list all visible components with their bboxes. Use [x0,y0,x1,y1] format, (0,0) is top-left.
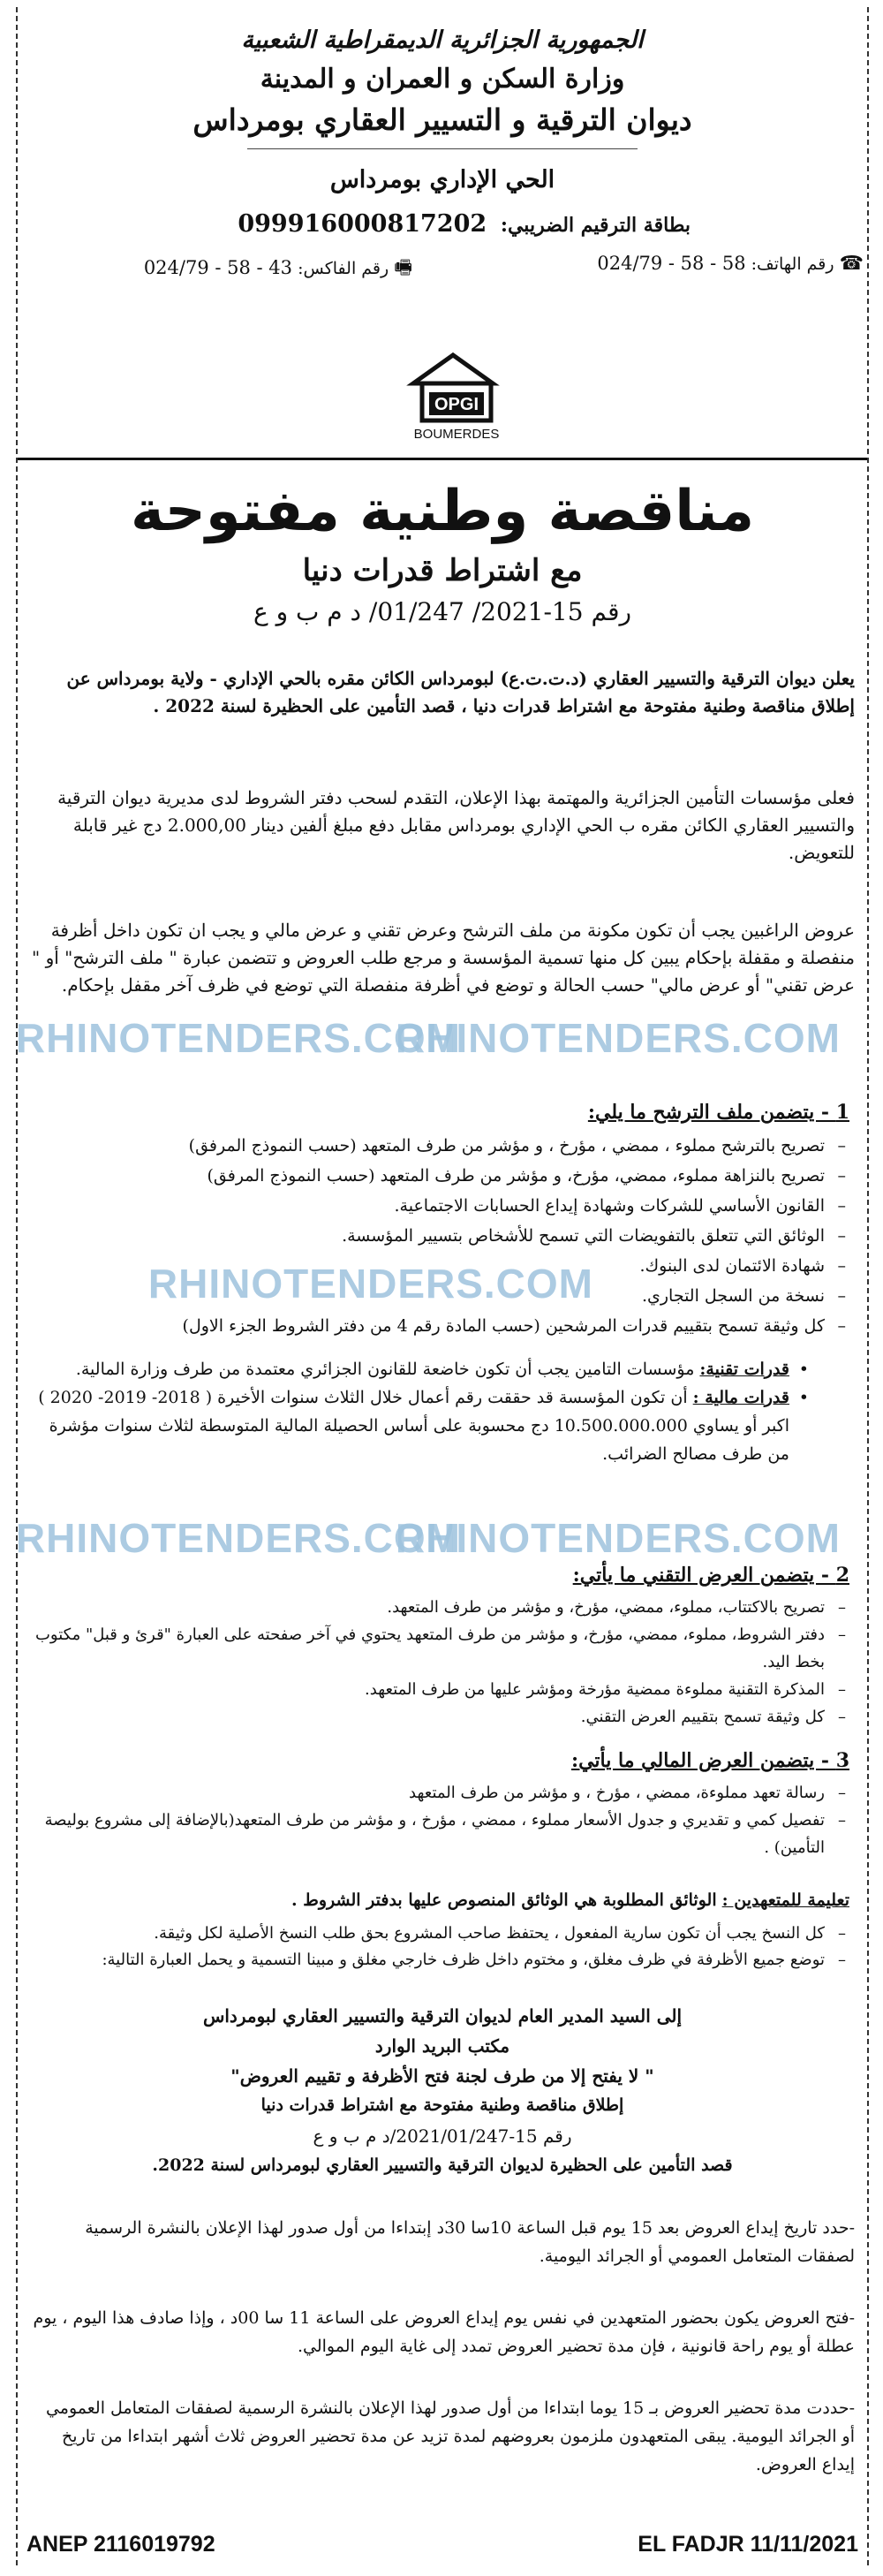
section3-list [35,1779,849,1861]
watermark-1: RHINOTENDERS.COM [15,1015,461,1061]
instructions-title: تعليمة للمتعهدين : [721,1890,849,1910]
tax-id-row [238,210,691,238]
list-item: – دفتر الشروط، مملوء، ممضي، مؤرخ، و مؤشر من طرف المتعهد يحتوي في آخر صفحته على العبارة "قرئ و قبل" مكتوب بخط اليد. [35,1621,849,1676]
tender-subtitle: مع اشتراط قدرات دنيا [302,553,583,588]
section2-title: 2 - يتضمن العرض التقني ما يأتي: [572,1564,849,1587]
invitation-paragraph: فعلى مؤسسات التأمين الجزائرية والمهتمة بهذا الإعلان، التقدم لسحب دفتر الشروط لدى مديرية ديوان الترقية والتسيير العقاري الكائن مقره ب الحي الإداري بومرداس مقابل دفع مبلغ ألفين دينار 2.000,00 دج غير قابلة للتعويض. [57,787,855,863]
svg-text:OPGI: OPGI [434,395,479,414]
list-item: – تصريح بالاكتتاب، مملوء، ممضي، مؤرخ، و مؤشر من طرف المتعهد. [35,1594,849,1621]
envelope-notice: " لا يفتح إلا من طرف لجنة فتح الأظرفة و تقييم العروض" [230,2065,654,2087]
envelope-reference: رقم 15-2021/01/247/د م ب و ع [313,2125,572,2147]
technical-capacity [35,1355,814,1383]
watermark-4: RHINOTENDERS.COM [15,1515,461,1561]
watermark-3: RHINOTENDERS.COM [147,1261,593,1307]
closing-duration: -حددت مدة تحضير العروض بـ 15 يوما ابتداءا من أول صدور لهذا الإعلان بالنشرة الرسمية لصفقات المتعامل العمومي أو الجرائد اليومية. يبقى المتعهدون ملزمون بعروضهم لمدة تزيد عن مدة تحضير العروض ثلاث أشهر ابتداءا من تاريخ إيداع العروض. [45,2398,855,2474]
list-item: – كل وثيقة تسمح بتقييم قدرات المرشحين (حسب المادة رقم 4 من دفتر الشروط الجزء الاول) [35,1311,849,1341]
fax-label: رقم الفاكس: [298,259,389,278]
svg-text:BOUMERDES: BOUMERDES [413,427,500,442]
office-name: ديوان الترقية و التسيير العقاري بومرداس [192,102,692,137]
offers-paragraph: عروض الراغبين يجب أن تكون مكونة من ملف الترشح وعرض تقني و عرض مالي و يجب ان تكون داخل أظرفة منفصلة و مقفلة بإحكام يبين كل منها تسمية المؤسسة و مرجع طلب العروض و تتضمن عبارة " ملف الترشح" أو " عرض تقني" أو عرض مالي" حسب الحالة و توضع في أظرفة منفصلة التي توضع في ظرف آخر مقفل بإحكام. [32,920,855,996]
list-item: – كل وثيقة تسمح بتقييم العرض التقني. [35,1703,849,1731]
footer-anep: ANEP 2116019792 [26,2532,215,2557]
closing-deadline: -حدد تاريخ إيداع العروض بعد 15 يوم قبل الساعة 10سا 30د إبتداءا من أول صدور لهذا الإعلان بالنشرة الرسمية لصفقات المتعامل العمومي أو الجرائد اليومية. [85,2218,855,2266]
instructions-list [35,1921,849,1974]
tender-notice [16,7,869,2565]
technical-label: قدرات تقنية: [699,1360,789,1379]
tax-id-number: 099916000817202 [238,210,487,238]
financial-capacity [35,1383,814,1468]
fax-row [144,253,412,286]
closing-opening: -فتح العروض يكون بحضور المتعهدين في نفس يوم إيداع العروض على الساعة 11 سا 00د ، وإذا صادف هذا اليوم ، يوم عطلة أو يوم راحة قانونية ، فإن مدة تحضير العروض تمدد إلى غاية اليوم الموالي. [33,2308,855,2356]
footer-newspaper: EL FADJR 11/11/2021 [638,2532,858,2557]
intro-paragraph: يعلن ديوان الترقية والتسيير العقاري (د.ت.ت.ع) لبومرداس الكائن مقره بالحي الإداري - ولاية بومرداس عن إطلاق مناقصة وطنية مفتوحة مع اشتراط قدرات دنيا ، قصد التأمين على الحظيرة لسنة 2022 . [66,668,855,716]
section1-list [35,1131,849,1341]
header-divider [247,148,638,150]
envelope-recipient: إلى السيد المدير العام لديوان الترقية والتسيير العقاري لبومرداس [202,2005,683,2027]
section3-title: 3 - يتضمن العرض المالي ما يأتي: [570,1749,849,1772]
capacities-list [35,1355,814,1468]
list-item: – كل النسخ يجب أن تكون سارية المفعول ، يحتفظ صاحب المشروع بحق طلب النسخ الأصلية لكل وثيقة. [35,1921,849,1947]
list-item: – تصريح بالنزاهة مملوء، ممضي، مؤرخ، و مؤشر من طرف المتعهد (حسب النموذج المرفق) [35,1161,849,1191]
watermark-2: RHINOTENDERS.COM [395,1015,841,1061]
fax-number: 024/79 - 58 - 43 [143,257,293,278]
list-item: – رسالة تعهد مملوءة، ممضي ، مؤرخ ، و مؤشر من طرف المتعهد [35,1779,849,1807]
envelope-office: مكتب البريد الوارد [374,2035,510,2057]
fax-icon: 🖷 [394,257,412,279]
house-logo-icon [404,348,510,445]
tax-id-label: بطاقة الترقيم الضريبي: [500,214,691,237]
instructions-heading [291,1890,849,1910]
republic-name: الجمهورية الجزائرية الديمقراطية الشعبية [241,27,644,54]
list-item: – القانون الأساسي للشركات وشهادة إيداع الحسابات الاجتماعية. [35,1191,849,1221]
tender-title: مناقصة وطنية مفتوحة [130,479,755,544]
list-item: – شهادة الائتمان لدى البنوك. [35,1251,849,1281]
opgi-logo [404,348,510,445]
phone-row [597,253,864,275]
list-item: – تصريح بالترشح مملوء ، ممضي ، مؤرخ ، و مؤشر من طرف المتعهد (حسب النموذج المرفق) [35,1131,849,1161]
financial-text: أن تكون المؤسسة قد حققت رقم أعمال خلال الثلاث سنوات الأخيرة ( 2018- 2019- 2020 ) اكبر أو يساوي 10.500.000.000 دج محسوبة على أساس الحصيلة المالية المتوسطة لثلاث سنوات مؤشرة من طرف مصالح الضرائب. [38,1388,789,1464]
phone-number: 024/79 - 58 - 58 [597,253,746,274]
list-item: – توضع جميع الأظرفة في ظرف مغلق، و مختوم داخل ظرف خارجي مغلق و مبينا التسمية و يحمل العبارة التالية: [35,1947,849,1974]
list-item: – الوثائق التي تتعلق بالتفويضات التي تسمح للأشخاص بتسيير المؤسسة. [35,1221,849,1251]
envelope-launch: إطلاق مناقصة وطنية مفتوحة مع اشتراط قدرات دنيا [260,2095,624,2115]
title-rule [18,458,867,460]
technical-text: مؤسسات التامين يجب أن تكون خاضعة للقانون الجزائري معتمدة من طرف وزارة المالية. [75,1360,695,1379]
financial-label: قدرات مالية : [692,1388,789,1407]
list-item: – نسخة من السجل التجاري. [35,1281,849,1311]
section2-list [35,1594,849,1731]
phone-icon: ☎ [839,253,864,275]
list-item: – المذكرة التقنية مملوءة ممضية مؤرخة ومؤشر عليها من طرف المتعهد. [35,1676,849,1703]
phone-label: رقم الهاتف: [751,254,834,274]
section1-title: 1 - يتضمن ملف الترشح ما يلي: [587,1101,849,1124]
watermark-5: RHINOTENDERS.COM [395,1515,841,1561]
tender-reference: رقم 15-2021/ 01/247/ د م ب و ع [253,597,631,626]
district-name: الحي الإداري بومرداس [329,166,555,193]
ministry-name: وزارة السكن و العمران و المدينة [260,64,625,95]
instructions-title-text: الوثائق المطلوبة هي الوثائق المنصوص عليها بدفتر الشروط . [291,1890,717,1910]
list-item: – تفصيل كمي و تقديري و جدول الأسعار مملوء ، ممضي ، مؤرخ ، و مؤشر من طرف المتعهد(بالإضافة إلى مشروع بوليصة التأمين) . [35,1807,849,1861]
envelope-purpose: قصد التأمين على الحظيرة لديوان الترقية والتسيير العقاري لبومرداس لسنة 2022. [152,2156,733,2175]
